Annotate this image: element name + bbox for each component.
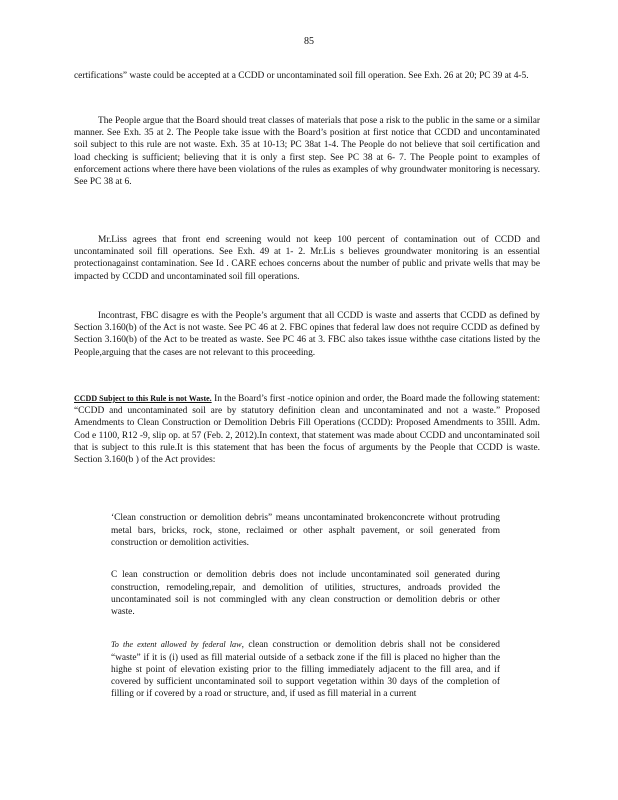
statute-quote-3-lead: To the extent allowed by federal law [111,640,242,650]
statute-quote-3-text [111,639,500,700]
section-heading: CCDD Subject to this Rule is not Waste. [74,394,212,403]
page-number: 85 [304,36,314,47]
statute-quote-3-body: , clean construction or demolition debris shall not be considered “waste” if it is (i) used as fill material outside of a setback zone if the fill is placed no higher than the highe st point of elevation existing prior to the filling immediately adjacent to the fill area, and if covered by sufficient uncontaminated soil to support vegetation within 30 days of the completion of filling or if covered by a road or structure, and, if used as fill material in a current [111,640,500,700]
statute-quote-2-text: C lean construction or demolition debris does not include uncontaminated soil generated during construction, remodeling,repair, and demolition of utilities, structures, androads provided the uncontaminated soil is not commingled with any clean construction or demolition debris or other waste. [111,570,500,617]
paragraph-1-text: The People argue that the Board should treat classes of materials that pose a risk to the public in the same or a similar manner. See Exh. 35 at 2. The People take issue with the Board’s position at first notice that CCDD and uncontaminated soil subject to this rule are not waste. Exh. 35 at 10-13; PC 38at 1-4. The People do not believe that soil certification and load checking is sufficient; believing that it is only a first step. See PC 38 at 6- 7. The People point to examples of enforcement actions where there have been violations of the rules as examples of why groundwater monitoring is necessary. See PC 38 at 6. [74,116,540,188]
paragraph-0 [74,70,540,82]
statute-quote-2 [111,560,500,628]
paragraph-4 [74,393,540,466]
paragraph-3 [74,310,540,359]
paragraph-3-text: Incontrast, FBC disagre es with the People’s argument that all CCDD is waste and asserts that CCDD as defined by Section 3.160(b) of the Act is not waste. See PC 46 at 2. FBC opines that federal law does not require CCDD as defined by Section 3.160(b) of the Act to be treated as waste. See PC 46 at 3. FBC also takes issue withthe case citations listed by the People,arguing that the cases are not relevant to this proceeding. [74,311,540,358]
paragraph-2 [74,234,540,283]
paragraph-4-text [74,393,540,466]
paragraph-0-text: certifications” waste could be accepted at a CCDD or uncontaminated soil fill operation. See Exh. 26 at 20; PC 39 at 4-5. [74,71,529,81]
paragraph-2-text: Mr.Liss agrees that front end screening would not keep 100 percent of contamination out of CCDD and uncontaminated soil fill operations. See Exh. 49 at 1- 2. Mr.Lis s believes groundwater monitoring is an essential protectionagainst contamination. See Id . CARE echoes concerns about the number of public and private wells that may be impacted by CCDD and uncontaminated soil fill operations. [74,235,540,282]
statute-quote-1 [111,503,500,558]
paragraph-4-body: In the Board’s first -notice opinion and order, the Board made the following statement: “CCDD and uncontaminated soil are by statutory definition clean and uncontaminated and not a waste.” Proposed Amendments to Clean Construction or Demolition Debris Fill Operations (CCDD): Proposed Amendments to 35Ill. Adm. Cod e 1100, R12 -9, slip op. at 57 (Feb. 2, 2012).In context, that statement was made about CCDD and uncontaminated soil that is subject to this rule.It is this statement that has been the focus of arguments by the People that CCDD is waste. Section 3.160(b ) of the Act provides: [74,394,541,466]
statute-quote-1-text: ‘Clean construction or demolition debris” means uncontaminated brokenconcrete without protruding metal bars, bricks, rock, stone, reclaimed or other asphalt pavement, or soil generated from construction or demolition activities. [111,513,500,548]
statute-quote-3 [111,630,500,710]
paragraph-1 [74,115,540,188]
